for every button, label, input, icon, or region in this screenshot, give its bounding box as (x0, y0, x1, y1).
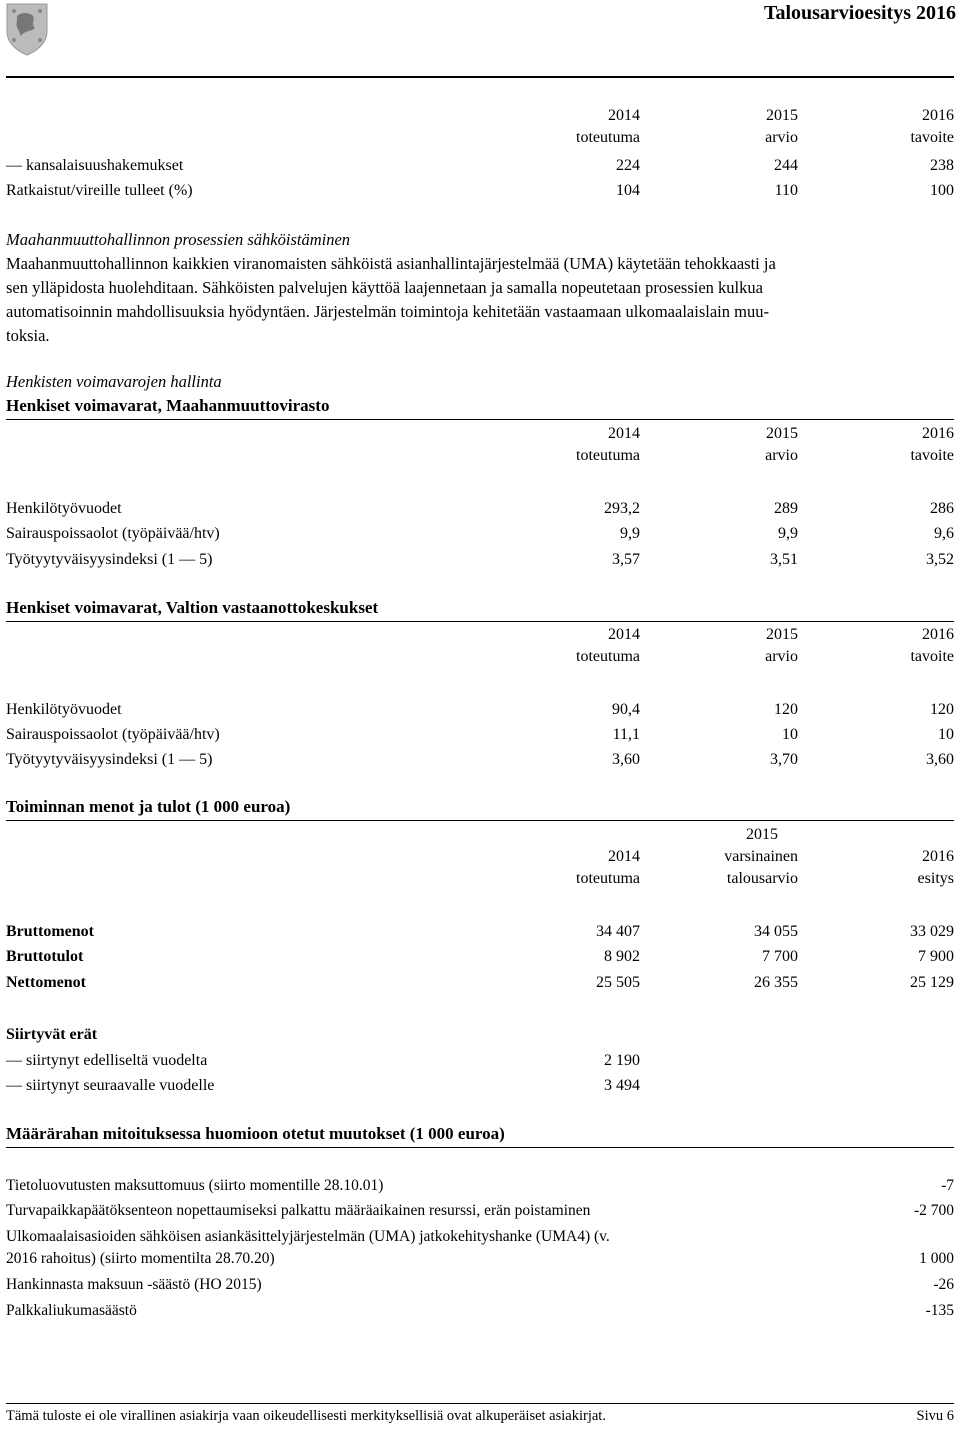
table-row: Bruttomenot 34 407 34 055 33 029 (6, 923, 954, 940)
table-row: — siirtynyt seuraavalle vuodelle 3 494 (6, 1077, 640, 1094)
table-rule (6, 1147, 954, 1148)
table-row: Sairauspoissaolot (työpäivää/htv) 9,9 9,9 9,6 (6, 525, 954, 542)
table-row: Nettomenot 25 505 26 355 25 129 (6, 974, 954, 991)
paragraph-line: toksia. (6, 326, 50, 345)
table-row: Ulkomaalaisasioiden sähköisen asiankäsittelyjärjestelmän (UMA) jatkokehityshanke (UMA4) (v. (6, 1228, 610, 1245)
table-row: Palkkaliukumasäästö -135 (6, 1302, 954, 1319)
table-title-changes: Määrärahan mitoituksessa huomioon otetut muutokset (1 000 euroa) (6, 1124, 505, 1143)
table-rule (6, 621, 954, 622)
col-year-2014: 2014 (608, 107, 640, 124)
col-year-2016: 2016 (922, 107, 954, 124)
table-row: — kansalaisuushakemukset 224 244 238 (6, 157, 954, 174)
table-rule (6, 419, 954, 420)
table-row: Bruttotulot 8 902 7 700 7 900 (6, 948, 954, 965)
paragraph-line: sen ylläpidosta huolehditaan. Sähköisten palvelujen käyttöä laajennetaan ja samalla nopeutetaan prosessien kulkua (6, 278, 763, 297)
table-rule (6, 820, 954, 821)
budget-table-header: 2015 2014 varsinainen 2016 toteutuma talousarvio esitys (576, 826, 954, 887)
table-row: Henkilötyövuodet 90,4 120 120 (6, 701, 954, 718)
footer-rule (6, 1403, 954, 1404)
footer-note: Tämä tuloste ei ole virallinen asiakirja vaan oikeudellisesti merkityksellisiä ovat alkuperäiset asiakirjat. (6, 1408, 606, 1424)
coat-of-arms-logo (5, 2, 49, 56)
section-heading-uma: Maahanmuuttohallinnon prosessien sähköistäminen (6, 230, 351, 249)
table-row: Työtyytyväisyysindeksi (1 — 5) 3,60 3,70 3,60 (6, 751, 954, 768)
section-heading-hr: Henkisten voimavarojen hallinta (6, 372, 222, 391)
carry-title: Siirtyvät erät (6, 1026, 98, 1043)
table-title-budget: Toiminnan menot ja tulot (1 000 euroa) (6, 797, 291, 816)
table-title-migri: Henkiset voimavarat, Maahanmuuttovirasto (6, 396, 330, 415)
document-title: Talousarvioesitys 2016 (763, 2, 956, 24)
table-row: 2016 rahoitus) (siirto momentilta 28.70.20) 1 000 (6, 1250, 954, 1267)
table-row: Sairauspoissaolot (työpäivää/htv) 11,1 10 10 (6, 726, 954, 743)
table-row: Tietoluovutusten maksuttomuus (siirto momentille 28.10.01) -7 (6, 1177, 954, 1194)
table-row: Työtyytyväisyysindeksi (1 — 5) 3,57 3,51 3,52 (6, 551, 954, 568)
col-type-toteutuma: toteutuma (576, 129, 640, 146)
reception-table-header: 2014 2015 2016 toteutuma arvio tavoite (576, 626, 954, 665)
table-row: Turvapaikkapäätöksenteon nopettaumiseksi palkattu määräaikainen resurssi, erän poistaminen -2 700 (6, 1202, 954, 1219)
table-row: — siirtynyt edelliseltä vuodelta 2 190 (6, 1052, 640, 1069)
table-row: Ratkaistut/vireille tulleet (%) 104 110 100 (6, 182, 954, 199)
paragraph-line: Maahanmuuttohallinnon kaikkien viranomaisten sähköistä asianhallintajärjestelmää (UMA) käytetään tehokkaasti ja (6, 254, 776, 273)
header-rule (6, 76, 954, 78)
col-type-tavoite: tavoite (910, 129, 954, 146)
migri-table-header: 2014 2015 2016 toteutuma arvio tavoite (576, 425, 954, 464)
paragraph-line: automatisoinnin mahdollisuuksia hyödyntäen. Järjestelmän toimintoja kehitetään vastaamaan ulkomaalaislain muu- (6, 302, 769, 321)
col-year-2015: 2015 (766, 107, 798, 124)
table-row: Hankinnasta maksuun -säästö (HO 2015) -26 (6, 1276, 954, 1293)
page-number: Sivu 6 (916, 1408, 954, 1424)
top-table-header (6, 105, 954, 151)
col-type-arvio: arvio (765, 129, 798, 146)
table-row: Henkilötyövuodet 293,2 289 286 (6, 500, 954, 517)
table-title-reception: Henkiset voimavarat, Valtion vastaanottokeskukset (6, 598, 379, 617)
